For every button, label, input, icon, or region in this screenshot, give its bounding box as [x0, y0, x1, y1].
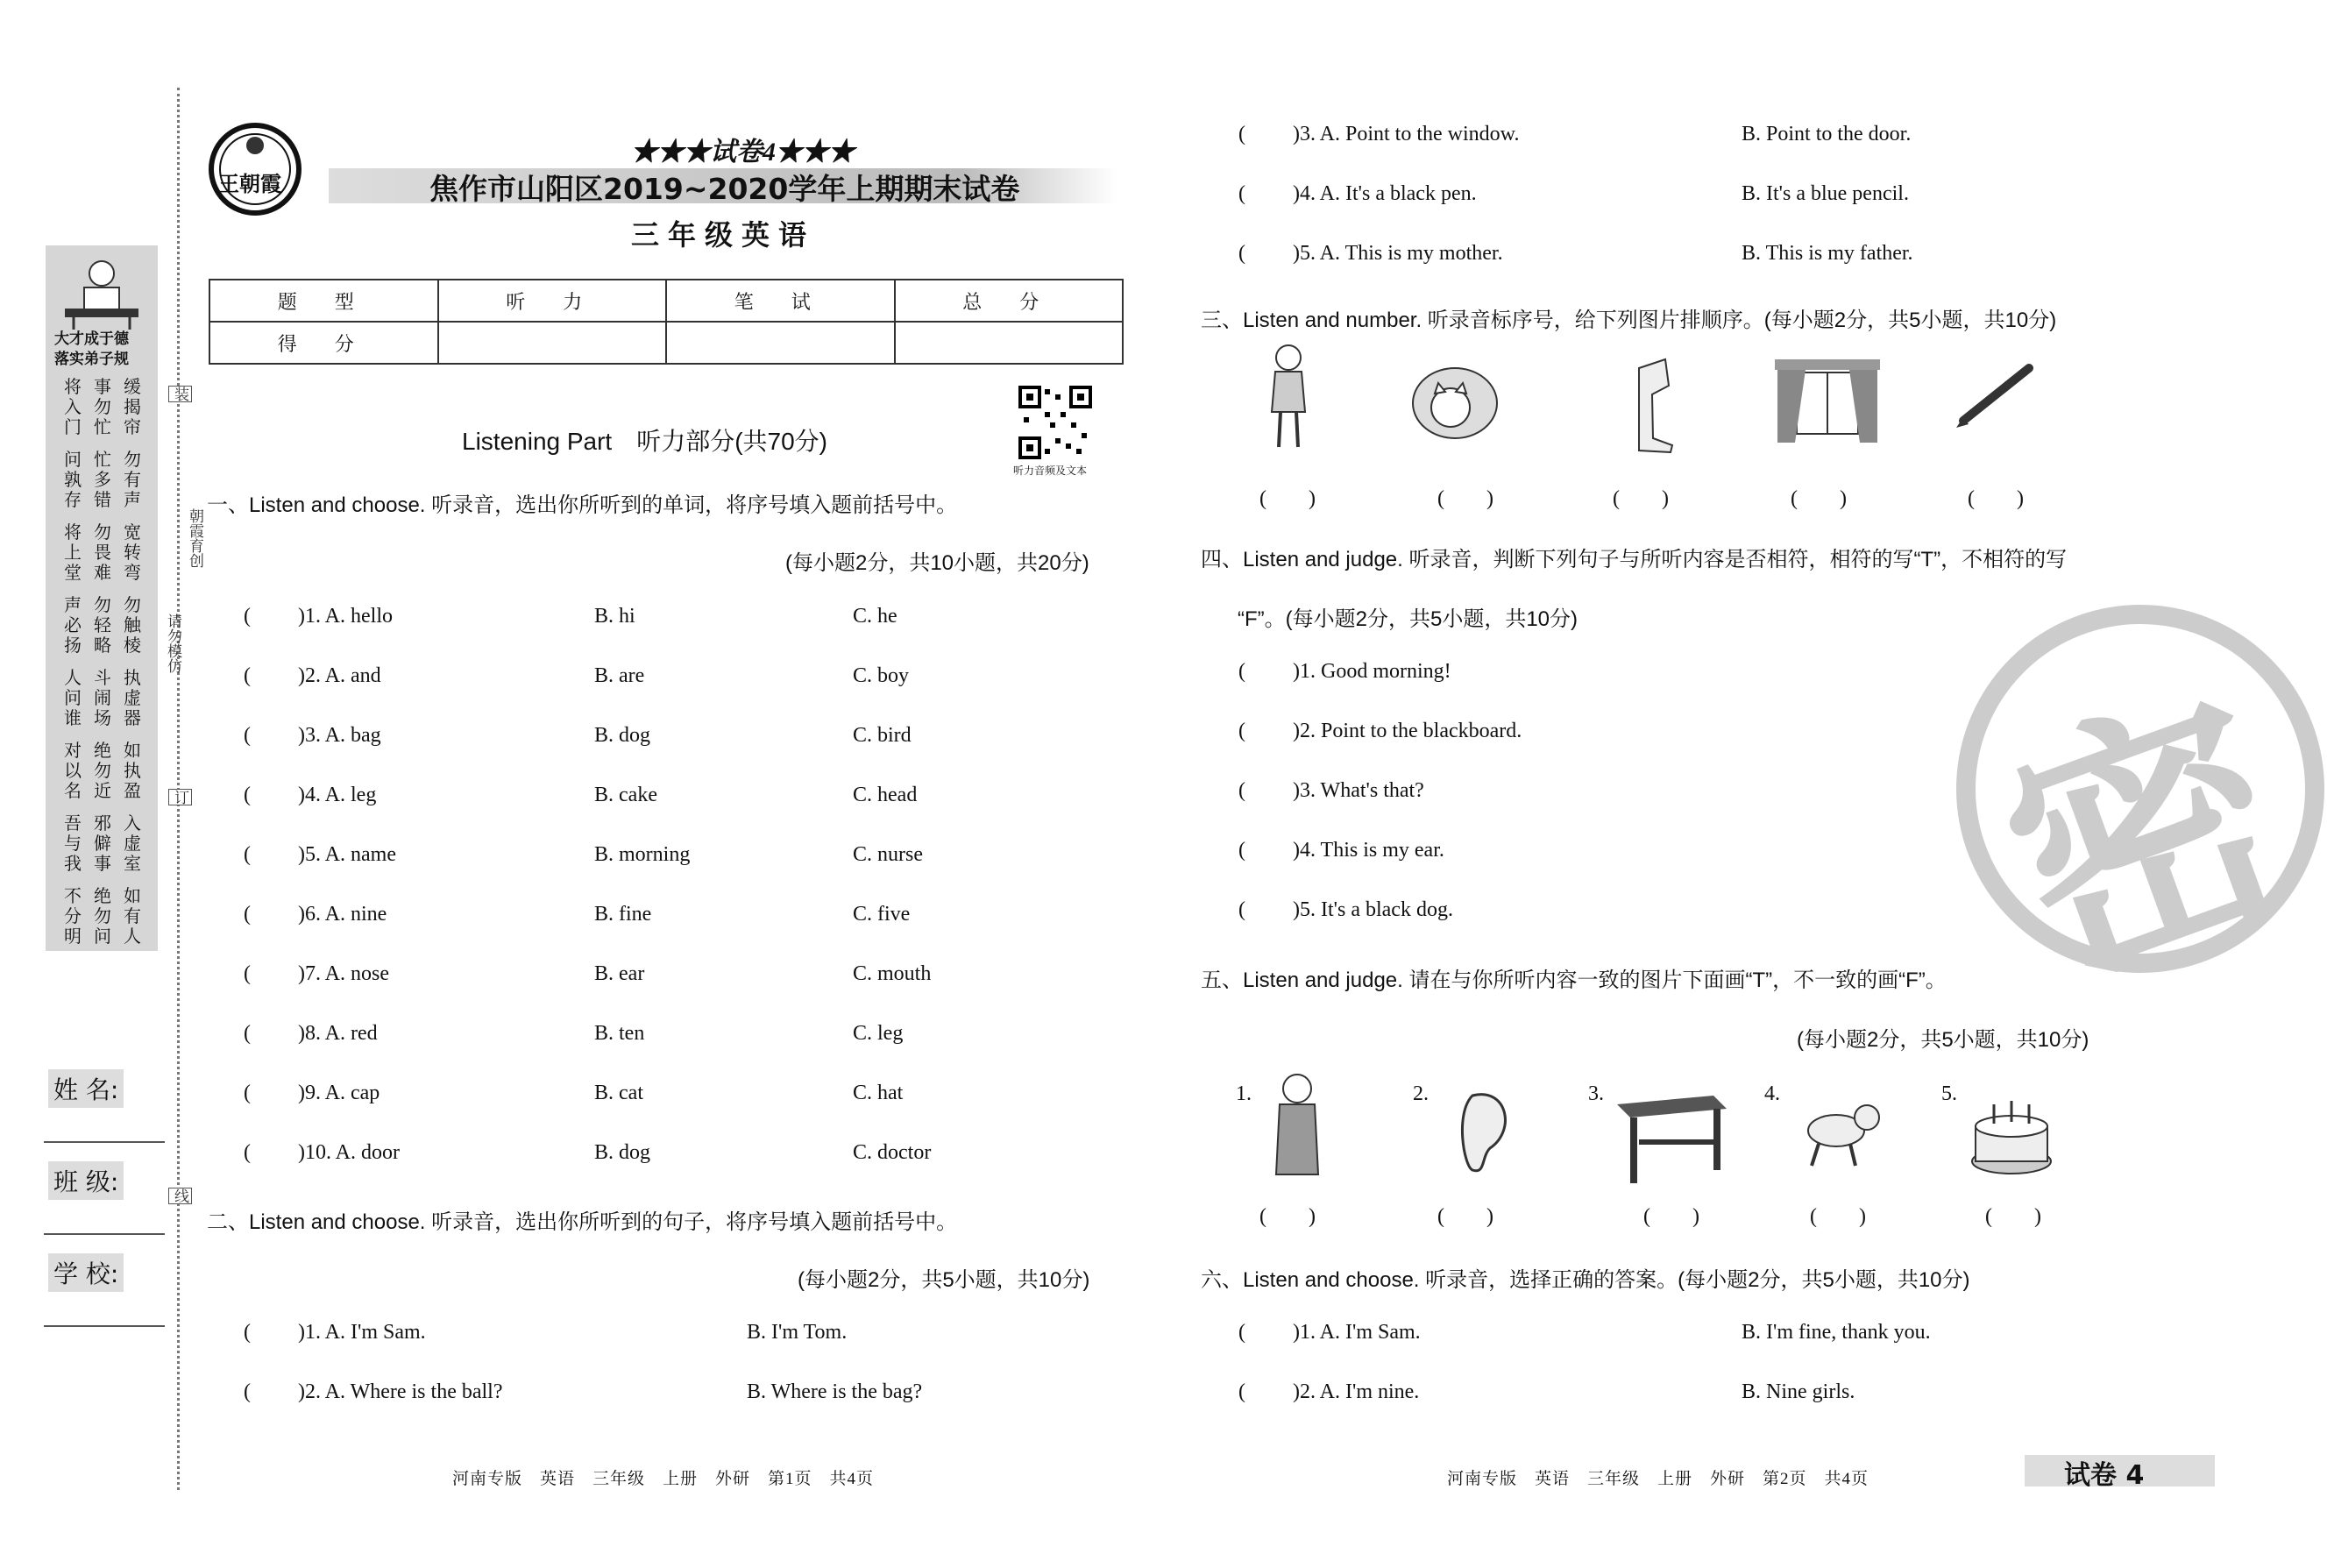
motto-char: 对 — [64, 740, 82, 761]
option-b: B. dog — [594, 724, 651, 747]
answer-bracket[interactable]: ( — [1238, 242, 1245, 265]
answer-bracket[interactable]: ( — [244, 1380, 251, 1403]
part-title: Listening Part 听力部分(共70分) — [462, 428, 828, 455]
dog-picture — [1792, 1087, 1889, 1201]
motto-char: 扬 — [64, 635, 82, 656]
motto-char: 上 — [64, 542, 82, 563]
motto-char: 门 — [64, 416, 82, 437]
motto-char: 与 — [64, 833, 82, 854]
answer-paren[interactable]: ( ) — [1810, 1205, 1866, 1228]
motto-char: 触 — [124, 614, 141, 635]
motto-char: 错 — [94, 489, 111, 510]
option-c: C. leg — [853, 1022, 904, 1045]
motto-char: 如 — [124, 885, 141, 906]
motto-char: 问 — [94, 926, 111, 947]
answer-bracket[interactable]: ( — [244, 1141, 251, 1164]
motto-char: 轻 — [94, 614, 111, 635]
motto-char: 人 — [124, 926, 141, 947]
option-a: )1. A. hello — [298, 605, 393, 628]
option-a: )6. A. nine — [298, 903, 387, 926]
motto-char: 有 — [124, 469, 141, 490]
motto-char: 孰 — [64, 469, 82, 490]
pen-picture — [1946, 351, 2042, 465]
option-a: )5. A. name — [298, 843, 396, 866]
motto-char: 盈 — [124, 780, 141, 801]
picture-number: 4. — [1764, 1082, 1780, 1105]
option-c: C. he — [853, 605, 897, 628]
motto-char: 执 — [124, 667, 141, 688]
picture-number: 1. — [1236, 1082, 1252, 1105]
sentence-option-a: )5. A. This is my mother. — [1293, 242, 1503, 265]
motto-char: 勿 — [94, 396, 111, 417]
answer-bracket[interactable]: ( — [244, 664, 251, 687]
slogan-2: 落实弟子规 — [54, 351, 129, 367]
motto-char: 声 — [124, 489, 141, 510]
motto-char: 如 — [124, 740, 141, 761]
ear-picture — [1437, 1078, 1534, 1192]
answer-bracket[interactable]: ( — [244, 724, 251, 747]
motto-char: 吾 — [64, 812, 82, 834]
section-2-score: (每小题2分，共5小题，共10分) — [798, 1268, 1090, 1292]
judge-sentence: )2. Point to the blackboard. — [1293, 720, 1522, 742]
section-5-score: (每小题2分，共5小题，共10分) — [1797, 1028, 2089, 1052]
answer-bracket[interactable]: ( — [1238, 123, 1245, 145]
option-c: C. boy — [853, 664, 910, 687]
motto-char: 不 — [64, 885, 82, 906]
side-note-1: 朝霞育创 — [186, 508, 203, 568]
motto-char: 难 — [94, 562, 111, 583]
sentence-option-a: )4. A. It's a black pen. — [1293, 182, 1477, 205]
motto-char: 棱 — [124, 635, 141, 656]
brand-logo-text: 王朝霞 — [218, 172, 281, 196]
name-label: 姓 名: — [48, 1069, 124, 1108]
answer-bracket[interactable]: ( — [1238, 1321, 1245, 1344]
sentence-option-b: B. I'm Tom. — [747, 1321, 848, 1344]
motto-char: 入 — [124, 812, 141, 834]
answer-bracket[interactable]: ( — [1238, 660, 1245, 683]
motto-char: 勿 — [94, 905, 111, 926]
section-3-heading: 三、Listen and number. 听录音标序号，给下列图片排顺序。(每小题2分，共5小题，共10分) — [1201, 309, 2057, 332]
motto-char: 问 — [64, 687, 82, 708]
sentence-option-b: B. This is my father. — [1742, 242, 1913, 265]
answer-bracket[interactable]: ( — [244, 903, 251, 926]
option-c: C. nurse — [853, 843, 923, 866]
answer-paren[interactable]: ( ) — [1259, 1205, 1316, 1228]
name-line[interactable] — [44, 1141, 165, 1143]
motto-char: 将 — [64, 376, 82, 397]
option-a: )8. A. red — [298, 1022, 378, 1045]
answer-option-a: )2. A. I'm nine. — [1293, 1380, 1420, 1403]
option-c: C. doctor — [853, 1141, 932, 1164]
motto-char: 多 — [94, 469, 111, 490]
motto-char: 堂 — [64, 562, 82, 583]
option-b: B. dog — [594, 1141, 651, 1164]
answer-paren[interactable]: ( ) — [1437, 487, 1493, 510]
binding-seal-3: 线 — [168, 1188, 192, 1204]
answer-bracket[interactable]: ( — [244, 962, 251, 985]
motto-char: 事 — [94, 853, 111, 874]
judge-sentence: )4. This is my ear. — [1293, 839, 1444, 862]
answer-paren[interactable]: ( ) — [1613, 487, 1669, 510]
footer-right: 河南专版 英语 三年级 上册 外研 第2页 共4页 — [1447, 1470, 1869, 1488]
qr-code[interactable] — [1018, 386, 1092, 459]
motto-char: 邪 — [94, 812, 111, 834]
picture-number: 5. — [1941, 1082, 1957, 1105]
score-table — [209, 279, 1124, 365]
motto-char: 存 — [64, 489, 82, 510]
answer-paren[interactable]: ( ) — [1643, 1205, 1699, 1228]
score-cell: 总 分 — [895, 280, 1124, 322]
score-table-score-row — [209, 322, 1123, 364]
motto-char: 事 — [94, 376, 111, 397]
cake-picture — [1963, 1078, 2060, 1192]
motto-char: 勿 — [124, 594, 141, 615]
option-c: C. bird — [853, 724, 912, 747]
answer-option-a: )1. A. I'm Sam. — [1293, 1321, 1421, 1344]
class-line[interactable] — [44, 1233, 165, 1235]
score-table-header-row — [209, 280, 1123, 322]
motto-char: 场 — [94, 707, 111, 728]
motto-char: 入 — [64, 396, 82, 417]
motto-char: 僻 — [94, 833, 111, 854]
answer-paren[interactable]: ( ) — [1259, 487, 1316, 510]
answer-bracket[interactable]: ( — [1238, 720, 1245, 742]
section-2-heading: 二、Listen and choose. 听录音，选出你所听到的句子，将序号填入题前括号中。 — [207, 1210, 958, 1234]
option-a: )4. A. leg — [298, 784, 377, 806]
answer-paren[interactable]: ( ) — [1985, 1205, 2041, 1228]
motto-char: 闹 — [94, 687, 111, 708]
motto-char: 执 — [124, 760, 141, 781]
motto-char: 勿 — [124, 449, 141, 470]
girl-picture — [1249, 342, 1345, 456]
option-c: C. five — [853, 903, 911, 926]
binding-seal-2: 订 — [168, 789, 192, 805]
section-1-heading: 一、Listen and choose. 听录音，选出你所听到的单词，将序号填入题前括号中。 — [207, 493, 958, 517]
option-a: )3. A. bag — [298, 724, 381, 747]
score-cell: 得 分 — [209, 322, 438, 364]
footer-paper-tag: 试卷 4 — [2064, 1460, 2145, 1491]
school-line[interactable] — [44, 1325, 165, 1327]
window-picture — [1770, 355, 1884, 469]
motto-grid — [58, 377, 145, 959]
section-4-heading: 四、Listen and judge. 听录音，判断下列句子与所听内容是否相符，相符的写“T”，不相符的写 — [1201, 548, 2068, 571]
section-1-score: (每小题2分，共10小题，共20分) — [785, 551, 1089, 575]
side-note-2: 请勿模仿 — [164, 614, 181, 673]
option-b: B. ten — [594, 1022, 645, 1045]
motto-char: 人 — [64, 667, 82, 688]
motto-char: 绝 — [94, 740, 111, 761]
binding-seal-1: 装 — [168, 386, 192, 402]
sentence-option-b: B. It's a blue pencil. — [1742, 182, 1909, 205]
option-b: B. fine — [594, 903, 652, 926]
motto-char: 必 — [64, 614, 82, 635]
sentence-option-b: B. Where is the bag? — [747, 1380, 923, 1403]
option-a: )9. A. cap — [298, 1082, 380, 1104]
motto-char: 声 — [64, 594, 82, 615]
answer-bracket[interactable]: ( — [244, 784, 251, 806]
slogan-1: 大才成于德 — [54, 330, 129, 347]
motto-char: 明 — [64, 926, 82, 947]
judge-sentence: )1. Good morning! — [1293, 660, 1451, 683]
answer-bracket[interactable]: ( — [1238, 898, 1245, 921]
motto-char: 虚 — [124, 833, 141, 854]
exam-subtitle: 三年级英语 — [631, 218, 816, 252]
picture-number: 2. — [1413, 1082, 1429, 1105]
sentence-option-a: )1. A. I'm Sam. — [298, 1321, 426, 1344]
answer-bracket[interactable]: ( — [244, 1321, 251, 1344]
footer-left: 河南专版 英语 三年级 上册 外研 第1页 共4页 — [452, 1470, 875, 1488]
motto-char: 斗 — [94, 667, 111, 688]
motto-char: 将 — [64, 521, 82, 543]
section-4-heading-cont: “F”。(每小题2分，共5小题，共10分) — [1238, 607, 1579, 631]
secret-watermark: 密 — [1970, 652, 2323, 1031]
option-a: )7. A. nose — [298, 962, 389, 985]
answer-bracket[interactable]: ( — [1238, 1380, 1245, 1403]
answer-bracket[interactable]: ( — [1238, 839, 1245, 862]
class-label: 班 级: — [48, 1161, 124, 1200]
motto-char: 名 — [64, 780, 82, 801]
score-cell: 题 型 — [209, 280, 438, 322]
motto-char: 略 — [94, 635, 111, 656]
motto-char: 忙 — [94, 416, 111, 437]
desk-picture — [1608, 1078, 1731, 1192]
score-input-cell[interactable] — [666, 322, 895, 364]
answer-option-b: B. I'm fine, thank you. — [1742, 1321, 1931, 1344]
answer-bracket[interactable]: ( — [1238, 779, 1245, 802]
motto-char: 谁 — [64, 707, 82, 728]
motto-char: 近 — [94, 780, 111, 801]
qr-caption: 听力音频及文本 — [1013, 465, 1088, 477]
motto-char: 转 — [124, 542, 141, 563]
answer-option-b: B. Nine girls. — [1742, 1380, 1855, 1403]
answer-bracket[interactable]: ( — [1238, 182, 1245, 205]
leg-picture — [1604, 351, 1700, 465]
option-c: C. head — [853, 784, 918, 806]
motto-char: 揭 — [124, 396, 141, 417]
exam-title: 焦作市山阳区2019~2020学年上期期末试卷 — [429, 172, 1020, 206]
option-c: C. mouth — [853, 962, 932, 985]
judge-sentence: )3. What's that? — [1293, 779, 1424, 802]
motto-char: 缓 — [124, 376, 141, 397]
sentence-option-a: )2. A. Where is the ball? — [298, 1380, 503, 1403]
option-a: )2. A. and — [298, 664, 381, 687]
answer-paren[interactable]: ( ) — [1437, 1205, 1493, 1228]
motto-char: 我 — [64, 853, 82, 874]
motto-char: 勿 — [94, 760, 111, 781]
teacher-picture — [1253, 1069, 1350, 1183]
sentence-option-a: )3. A. Point to the window. — [1293, 123, 1520, 145]
motto-char: 器 — [124, 707, 141, 728]
section-6-heading: 六、Listen and choose. 听录音，选择正确的答案。(每小题2分，共5小题，共10分) — [1201, 1268, 1970, 1292]
score-input-cell[interactable] — [438, 322, 667, 364]
motto-char: 室 — [124, 853, 141, 874]
motto-char: 忙 — [94, 449, 111, 470]
option-b: B. morning — [594, 843, 691, 866]
score-cell: 笔 试 — [666, 280, 895, 322]
answer-bracket[interactable]: ( — [244, 1022, 251, 1045]
answer-bracket[interactable]: ( — [244, 1082, 251, 1104]
score-cell: 听 力 — [438, 280, 667, 322]
motto-char: 勿 — [94, 594, 111, 615]
motto-char: 虚 — [124, 687, 141, 708]
motto-char: 有 — [124, 905, 141, 926]
answer-bracket[interactable]: ( — [244, 843, 251, 866]
answer-paren[interactable]: ( ) — [1791, 487, 1847, 510]
sentence-option-b: B. Point to the door. — [1742, 123, 1912, 145]
motto-char: 帘 — [124, 416, 141, 437]
option-a: )10. A. door — [298, 1141, 400, 1164]
motto-char: 以 — [64, 760, 82, 781]
motto-char: 绝 — [94, 885, 111, 906]
motto-char: 宽 — [124, 521, 141, 543]
motto-char: 问 — [64, 449, 82, 470]
motto-char: 畏 — [94, 542, 111, 563]
motto-char: 分 — [64, 905, 82, 926]
answer-bracket[interactable]: ( — [244, 605, 251, 628]
motto-char: 勿 — [94, 521, 111, 543]
motto-char: 弯 — [124, 562, 141, 583]
answer-paren[interactable]: ( ) — [1968, 487, 2024, 510]
option-b: B. hi — [594, 605, 635, 628]
option-b: B. cake — [594, 784, 657, 806]
cat-picture — [1407, 355, 1503, 469]
school-label: 学 校: — [48, 1253, 124, 1292]
judge-sentence: )5. It's a black dog. — [1293, 898, 1453, 921]
option-b: B. cat — [594, 1082, 643, 1104]
paper-number: ★★★试卷4★★★ — [631, 138, 855, 167]
picture-number: 3. — [1588, 1082, 1604, 1105]
score-input-cell[interactable] — [895, 322, 1124, 364]
option-b: B. are — [594, 664, 645, 687]
section-5-heading: 五、Listen and judge. 请在与你所听内容一致的图片下面画“T”，不一致的画“F”。 — [1201, 968, 1947, 992]
option-c: C. hat — [853, 1082, 904, 1104]
option-b: B. ear — [594, 962, 645, 985]
